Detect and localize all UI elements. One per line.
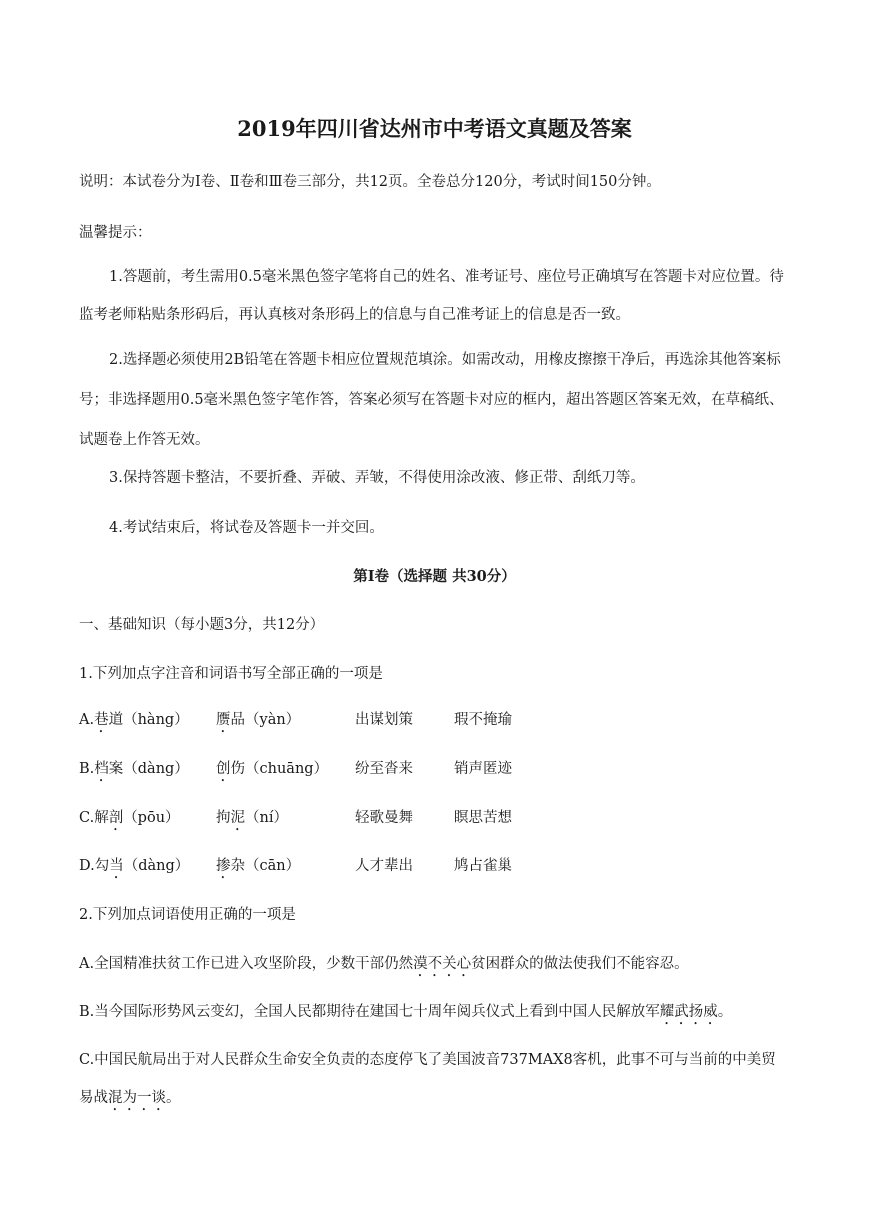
option-word-3: 轻歌曼舞: [355, 810, 413, 826]
option-word-3: 纷至沓来: [355, 761, 413, 777]
option-word-2: 创伤（chuāng）: [216, 761, 329, 777]
question-2-option-c: C.中国民航局出于对人民群众生命安全负责的态度停飞了美国波音737MAX8客机，此事不可与当前的中美贸易战混为一谈。: [79, 1052, 776, 1106]
emphasis-char: 掺: [216, 858, 231, 874]
question-2-stem: 2.下列加点词语使用正确的一项是: [79, 907, 296, 923]
emphasis-char: 创: [216, 761, 231, 777]
emphasis-char: 巷: [94, 712, 109, 728]
tips-heading: 温馨提示：: [79, 225, 152, 241]
exam-note: 说明：本试卷分为Ⅰ卷、Ⅱ卷和Ⅲ卷三部分，共12页。全卷总分120分，考试时间150分钟。: [79, 174, 661, 190]
section-title: 第Ⅰ卷（选择题 共30分）: [353, 568, 516, 585]
option-word-3: 人才辈出: [355, 858, 413, 874]
tip-1: 1.答题前，考生需用0.5毫米黑色签字笔将自己的姓名、准考证号、座位号正确填写在答题卡对应位置。待监考老师粘贴条形码后，再认真核对条形码上的信息与自己准考证上的信息是否一致。: [79, 269, 784, 323]
option-word-4: 瞑思苦想: [454, 810, 512, 826]
option-word-1: A.巷道（hàng）: [79, 712, 189, 728]
option-word-4: 瑕不掩瑜: [454, 712, 512, 728]
option-word-1: D.勾当（dàng）: [79, 858, 190, 874]
tip-2: 2.选择题必须使用2B铅笔在答题卡相应位置规范填涂。如需改动，用橡皮擦擦干净后，再选涂其他答案标号；非选择题用0.5毫米黑色签字笔作答，答案必须写在答题卡对应的框内，超出答题区答案无效，在草稿纸、试题卷上作答无效。: [79, 352, 784, 448]
document-title: 2019年四川省达州市中考语文真题及答案: [237, 116, 632, 141]
emphasis-phrase: 耀武扬威: [659, 1004, 718, 1020]
emphasis-char: 赝: [216, 712, 231, 728]
emphasis-char: 当: [109, 858, 124, 874]
option-word-2: 赝品（yàn）: [216, 712, 301, 728]
option-word-2: 掺杂（cān）: [216, 858, 301, 874]
emphasis-char: 档: [94, 761, 109, 777]
option-word-3: 出谋划策: [355, 712, 413, 728]
question-1-stem: 1.下列加点字注音和词语书写全部正确的一项是: [79, 666, 383, 682]
part-heading: 一、基础知识（每小题3分，共12分）: [79, 617, 325, 633]
emphasis-char: 泥: [230, 810, 245, 826]
tip-3: 3.保持答题卡整洁，不要折叠、弄破、弄皱，不得使用涂改液、修正带、刮纸刀等。: [109, 470, 645, 486]
emphasis-phrase: 混为一谈: [108, 1090, 166, 1106]
question-2-option-a: A.全国精准扶贫工作已进入攻坚阶段，少数干部仍然漠不关心贫困群众的做法使我们不能容忍。: [79, 956, 689, 972]
option-word-4: 销声匿迹: [454, 761, 512, 777]
tip-4: 4.考试结束后，将试卷及答题卡一并交回。: [109, 520, 384, 536]
emphasis-phrase: 漠不关心: [413, 956, 472, 972]
option-word-1: C.解剖（pōu）: [79, 810, 180, 826]
option-word-4: 鸠占雀巢: [454, 858, 512, 874]
option-word-2: 拘泥（ní）: [216, 810, 288, 826]
question-2-option-b: B.当今国际形势风云变幻，全国人民都期待在建国七十周年阅兵仪式上看到中国人民解放军耀武扬威。: [79, 1004, 733, 1020]
emphasis-char: 剖: [108, 810, 124, 826]
option-word-1: B.档案（dàng）: [79, 761, 189, 777]
